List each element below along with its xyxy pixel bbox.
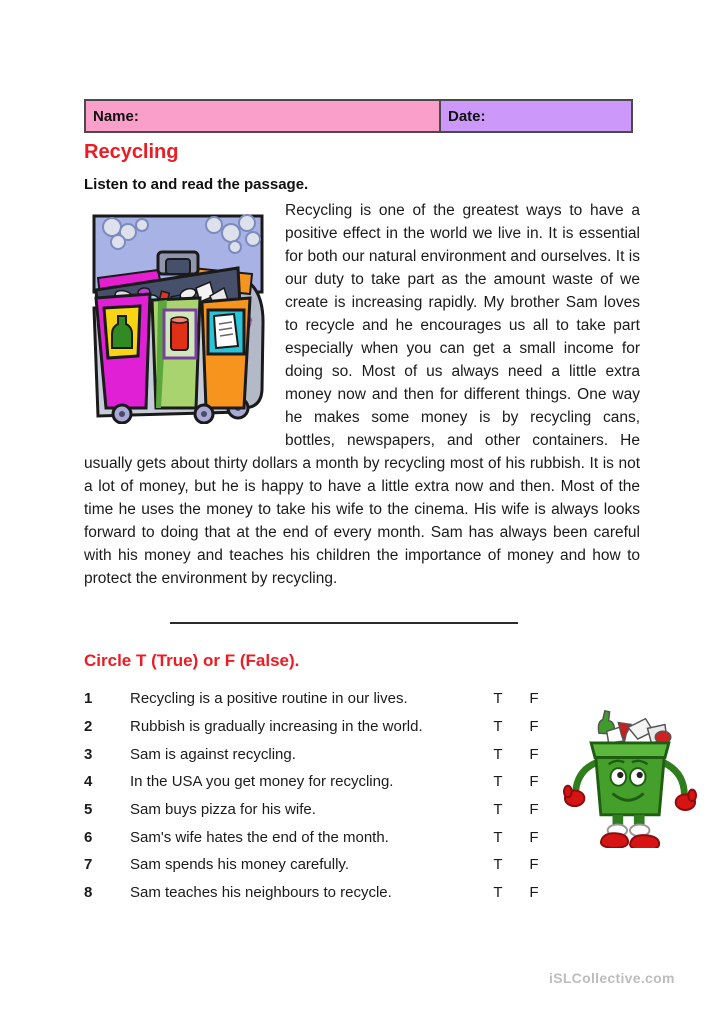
question-text: Recycling is a positive routine in our lives. bbox=[130, 690, 408, 708]
question-text: Sam spends his money carefully. bbox=[130, 856, 349, 874]
page-title: Recycling bbox=[84, 141, 179, 163]
can-icon bbox=[171, 320, 188, 350]
question-row bbox=[84, 713, 556, 741]
true-option[interactable]: T bbox=[493, 856, 503, 874]
section-divider bbox=[170, 622, 518, 624]
question-row bbox=[84, 685, 556, 713]
question-text: Sam's wife hates the end of the month. bbox=[130, 828, 389, 846]
false-option[interactable]: F bbox=[529, 773, 539, 791]
false-option[interactable]: F bbox=[529, 828, 539, 846]
reading-passage bbox=[84, 199, 640, 590]
watermark: iSLCollective.com bbox=[549, 970, 675, 986]
false-option[interactable]: F bbox=[529, 884, 539, 902]
recycling-bins-illustration bbox=[88, 212, 272, 424]
question-row bbox=[84, 740, 556, 768]
quiz-list bbox=[84, 685, 556, 907]
question-row bbox=[84, 768, 556, 796]
question-row bbox=[84, 851, 556, 879]
true-option[interactable]: T bbox=[493, 718, 503, 736]
true-option[interactable]: T bbox=[493, 773, 503, 791]
question-number: 4 bbox=[84, 773, 93, 791]
false-option[interactable]: F bbox=[529, 801, 539, 819]
mascot-recyclables bbox=[598, 711, 670, 743]
recycling-mascot-image bbox=[562, 702, 698, 848]
question-number: 5 bbox=[84, 801, 93, 819]
passage-text: Recycling is one of the greatest ways to have a positive effect in the world we live in. It is essential for both our natural environment and ourselves. It is our duty to take part as the amount waste of we create is increasing rapidly. My brother Sam loves to recycle and he encourages us all to take part especially when you can get a small income for doing so. Most of us always need a little extra money now and then for different things. One way he makes some money is by recycling cans, bottles, newspapers, and other containers. He usually gets about thirty dollars a month by recycling most of his rubbish. It is not a lot of money, but he is happy to have a little extra now and then. Most of the time he uses the money to take his wife to the cinema. His wife is always looks forward to doing that at the end of every month. Sam has always been careful with his money and teaches his children the importance of money and how to protect the environment by recycling. bbox=[84, 202, 640, 587]
true-option[interactable]: T bbox=[493, 690, 503, 708]
true-option[interactable]: T bbox=[493, 745, 503, 763]
question-text: Sam teaches his neighbours to recycle. bbox=[130, 884, 392, 902]
quiz-heading: Circle T (True) or F (False). bbox=[84, 651, 300, 670]
instructions-text: Listen to and read the passage. bbox=[84, 176, 309, 193]
name-field[interactable] bbox=[86, 101, 441, 131]
question-text: In the USA you get money for recycling. bbox=[130, 773, 394, 791]
name-date-table bbox=[84, 99, 633, 133]
true-option[interactable]: T bbox=[493, 884, 503, 902]
date-field[interactable] bbox=[441, 101, 631, 131]
question-number: 7 bbox=[84, 856, 93, 874]
recycling-bins-image bbox=[88, 212, 272, 424]
false-option[interactable]: F bbox=[529, 856, 539, 874]
question-text: Rubbish is gradually increasing in the world. bbox=[130, 718, 423, 736]
question-text: Sam buys pizza for his wife. bbox=[130, 801, 316, 819]
question-number: 1 bbox=[84, 690, 93, 708]
true-option[interactable]: T bbox=[493, 801, 503, 819]
question-number: 8 bbox=[84, 884, 93, 902]
question-number: 2 bbox=[84, 718, 93, 736]
question-row bbox=[84, 796, 556, 824]
date-label: Date: bbox=[448, 107, 486, 125]
false-option[interactable]: F bbox=[529, 690, 539, 708]
recycling-mascot-illustration bbox=[562, 702, 698, 848]
question-number: 3 bbox=[84, 745, 93, 763]
name-label: Name: bbox=[93, 107, 139, 125]
question-number: 6 bbox=[84, 828, 93, 846]
question-row bbox=[84, 879, 556, 907]
paper-icon bbox=[214, 314, 238, 348]
false-option[interactable]: F bbox=[529, 745, 539, 763]
false-option[interactable]: F bbox=[529, 718, 539, 736]
question-row bbox=[84, 823, 556, 851]
question-text: Sam is against recycling. bbox=[130, 745, 296, 763]
true-option[interactable]: T bbox=[493, 828, 503, 846]
